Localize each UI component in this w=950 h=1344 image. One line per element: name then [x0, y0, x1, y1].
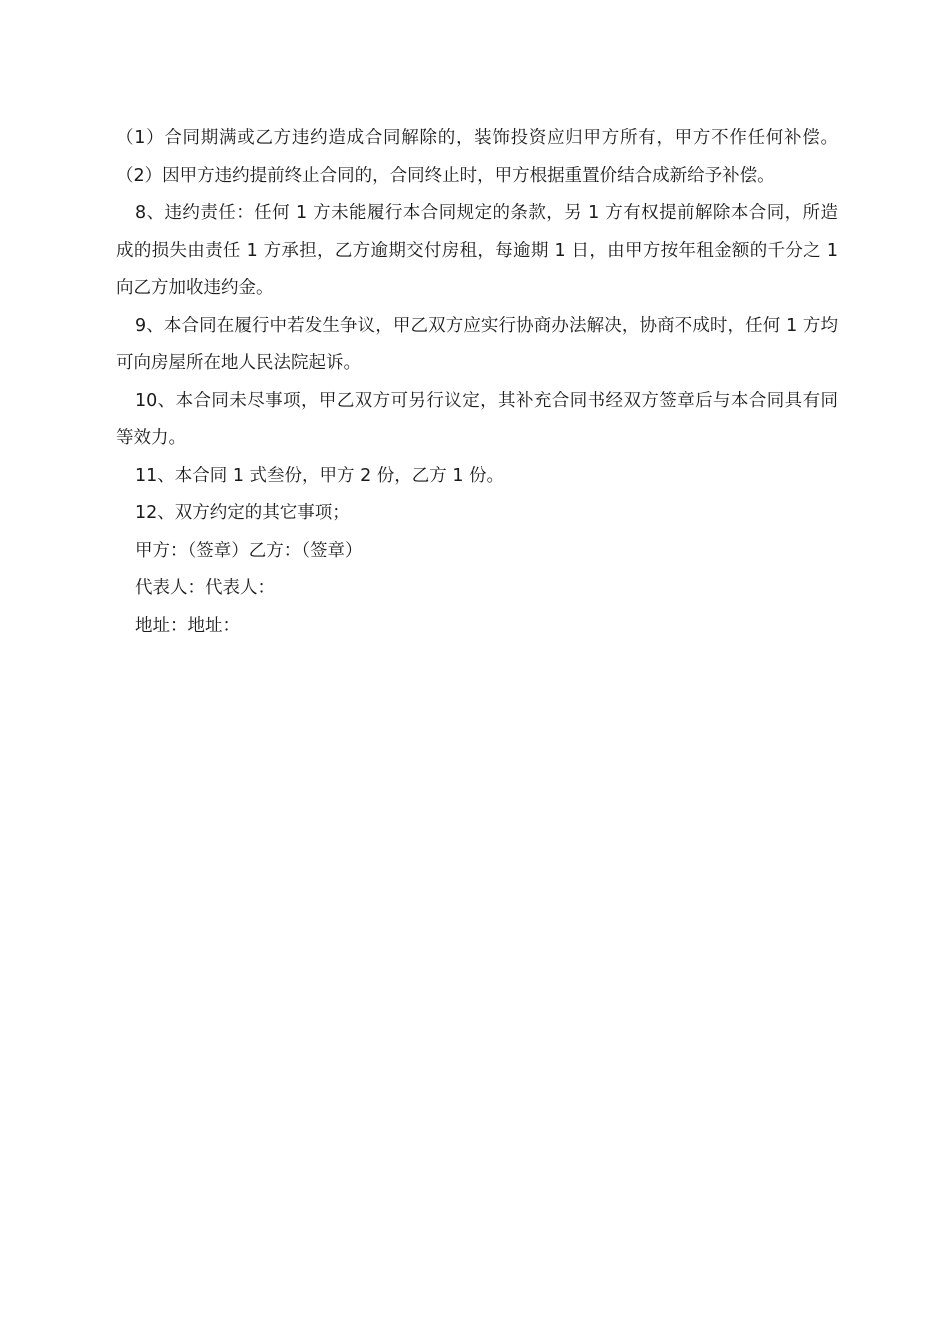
address-line: 地址：地址：: [135, 615, 240, 636]
paragraph-breach-liability: 8、违约责任：任何 1 方未能履行本合同规定的条款，另 1 方有权提前解除本合同，所造成的损失由责任 1 方承担，乙方逾期交付房租，每逾期 1 日，由甲方按年租金额的千分之 1 向乙方加收违约金。: [116, 203, 838, 298]
paragraph-compensation: （1）合同期满或乙方违约造成合同解除的，装饰投资应归甲方所有，甲方不作任何补偿。（2）因甲方违约提前终止合同的，合同终止时，甲方根据重置价结合成新给予补偿。: [116, 128, 838, 186]
signature-line: 甲方：（签章）乙方：（签章）: [135, 540, 363, 561]
paragraph-other-matters: 12、双方约定的其它事项；: [135, 503, 350, 523]
paragraph-copies: 11、本合同 1 式叁份，甲方 2 份，乙方 1 份。: [135, 465, 505, 486]
paragraph-dispute: 9、本合同在履行中若发生争议，甲乙双方应实行协商办法解决，协商不成时，任何 1 方均可向房屋所在地人民法院起诉。: [116, 315, 838, 373]
representative-line: 代表人：代表人：: [135, 578, 275, 598]
document-body: [116, 120, 838, 645]
paragraph-supplement: 10、本合同未尽事项，甲乙双方可另行议定，其补充合同书经双方签章后与本合同具有同等效力。: [116, 390, 838, 448]
